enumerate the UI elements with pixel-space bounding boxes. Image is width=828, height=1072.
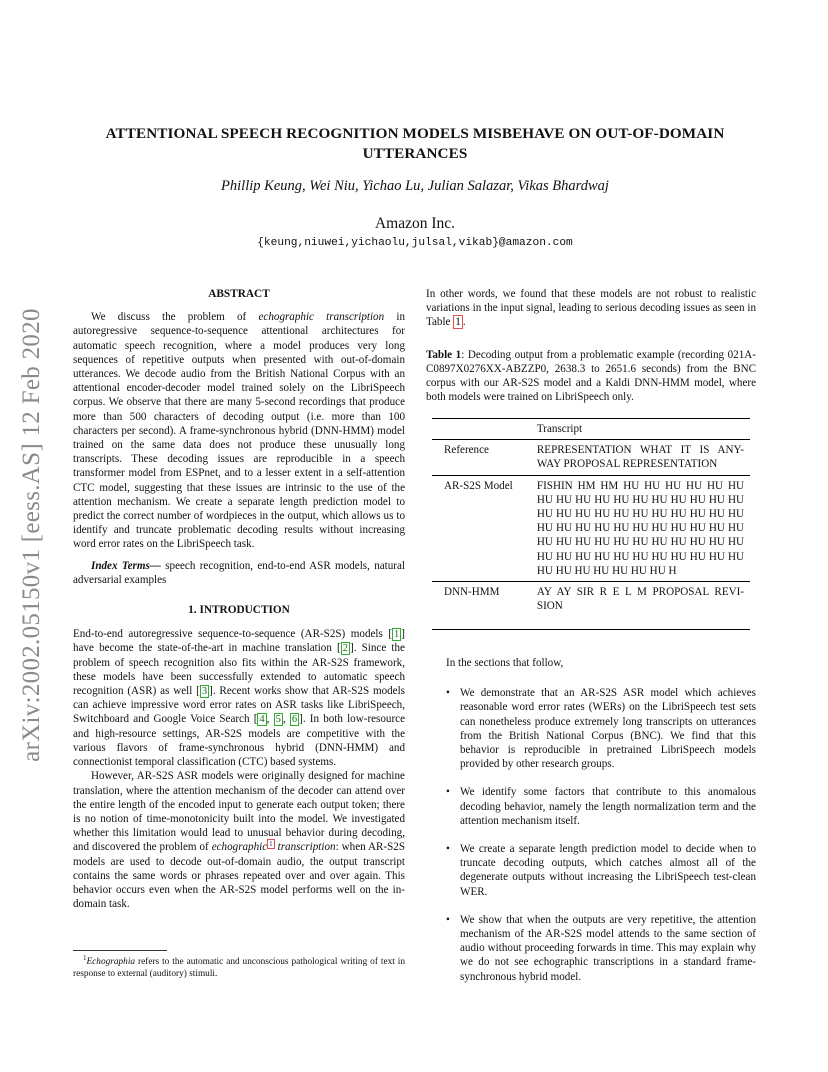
list-item: • We create a separate length prediction model to decide when to truncate decoding outputs, which catches almost all of the degenerate outputs without increasing the LibriSpeech test-clean WER.: [446, 843, 756, 898]
table-row: [432, 582, 750, 617]
table-cell-transcript: FISHIN HM HM HU HU HU HU HU HU HU HU HU HU HU HU HU HU HU HU HU HU HU HU HU HU HU HU HU HU HU HU HU HU HU HU HU HU HU HU HU HU HU HU HU HU HU HU HU HU HU HU HU HU HU HU HU HU HU HU HU HU HU HU HU HU HU HU HU HU HU HU H: [537, 475, 750, 581]
author-emails: {keung,niuwei,yichaolu,julsal,vikab}@amazon.com: [257, 237, 573, 249]
index-terms: Index Terms— speech recognition, end-to-end ASR models, natural adversarial examples: [73, 559, 406, 586]
table-header-row: [432, 422, 750, 440]
intro-paragraph-1: End-to-end autoregressive sequence-to-sequence (AR-S2S) models [ 1 ] have become the state-of-the-art in machine translation [ 2 ]. Since the problem of speech recognition also fits within the AR-S2S framework, these models have been successfully extended to automatic speech recognition (ASR) as well [ 3 ]. Recent works show that AR-S2S models can achieve impressive word error rates on ASR tasks like LibriSpeech, Switchboard and Google Voice Search [ 4 , 5 , 6 ]. In both low-resource and high-resource settings, AR-S2S models are competitive with the various flavors of frame-synchronous hybrid (DNN-HMM) and connectionist temporal classification (CTC) based systems.: [73, 628, 406, 769]
table-cell-model: DNN-HMM: [432, 582, 537, 617]
left-column: [73, 287, 405, 911]
footnote-rule: [73, 950, 167, 951]
author-list: Phillip Keung, Wei Niu, Yichao Lu, Julian Salazar, Vikas Bhardwaj: [221, 178, 609, 194]
table-cell-model: Reference: [432, 440, 537, 475]
table-cell-model: AR-S2S Model: [432, 475, 537, 581]
results-table: [432, 422, 750, 616]
citation-link[interactable]: 6: [291, 714, 298, 726]
citation-link[interactable]: 1: [394, 629, 400, 641]
right-column: [426, 287, 756, 404]
bullet-icon: •: [446, 913, 450, 926]
right-column-lower: [426, 656, 756, 984]
arxiv-stamp: [16, 290, 48, 780]
paper-title: ATTENTIONAL SPEECH RECOGNITION MODELS MISBEHAVE ON OUT-OF-DOMAIN UTTERANCES: [105, 125, 725, 162]
table-row: [432, 440, 750, 475]
table-bottom-rule: [432, 629, 750, 630]
table-cell-transcript: REPRESENTATION WHAT IT IS ANY-WAY PROPOSAL REPRESENTATION: [537, 440, 750, 475]
intro-paragraph-2: However, AR-S2S ASR models were originally designed for machine translation, where the attention mechanism of the decoder can attend over the entire length of the encoded input to generate each output token; there is no notion of time-monotonicity built into the model. We investigated whether this limitation would lead to unusual behavior during decoding, and discovered the problem of echographic $^1$ transcription: when AR-S2S models are used to decode out-of-domain audio, the output transcript contains the same words or phrases repeated over and over again. This behavior occurs even when the AR-S2S model performs well on the in-domain task.: [73, 770, 406, 911]
list-item: • We identify some factors that contribute to this anomalous decoding behavior, namely the length normalization term and the attention mechanism itself.: [446, 786, 756, 827]
footnote-link[interactable]: 1: [269, 840, 273, 849]
table-row: [432, 475, 750, 581]
table-cell-transcript: AY AY SIR R E L M PROPOSAL REVI-SION: [537, 582, 750, 617]
contribution-list: [426, 686, 756, 984]
list-item: • We show that when the outputs are very repetitive, the attention mechanism of the AR-S2S model attends to the same section of audio without proceeding forwards in time. This may explain why we do not see echographic transcriptions in a standard frame-synchronous hybrid model.: [446, 913, 756, 983]
citation-link[interactable]: 5: [275, 714, 281, 726]
bullet-icon: •: [446, 843, 450, 856]
citation-link[interactable]: 3: [201, 686, 208, 698]
abstract-heading: ABSTRACT: [208, 288, 270, 300]
bullet-icon: •: [446, 786, 450, 799]
citation-link[interactable]: 4: [259, 714, 265, 726]
table-header-transcript: Transcript: [536, 423, 583, 435]
bullet-icon: •: [446, 687, 450, 700]
table-caption: Table 1: Decoding output from a problematic example (recording 021A-C0897X0276XX-ABZZP0, 2638.3 to 2651.6 seconds) from the BNC corpus with our AR-S2S model and a Kaldi DNN-HMM model, where both models were trained on LibriSpeech only.: [426, 348, 756, 404]
sections-lead: In the sections that follow,: [446, 657, 564, 669]
abstract-body: We discuss the problem of echographic transcription in autoregressive sequence-to-sequence attentional architectures for automatic speech recognition, where a model produces very long sequences of repetitive outputs when presented with out-of-domain utterances. We decode audio from the British National Corpus with an attentional encoder-decoder model trained solely on the LibriSpeech corpus. We observe that there are many 5-second recordings that produce more than 500 characters of decoding output (i.e. more than 100 characters per second). A frame-synchronous hybrid (DNN-HMM) model trained on the same data does not produce these unusually long transcripts. These decoding issues are reproducible in a speech transformer model from ESPnet, and to a lesser extent in a self-attention CTC model, suggesting that these issues are intrinsic to the use of the attention mechanism. We create a separate length prediction model to predict the correct number of wordpieces in the output, which allows us to identify and truncate problematic decoding results without increasing word error rates on the LibriSpeech task.: [73, 311, 405, 551]
table-reference-link[interactable]: 1: [455, 316, 461, 329]
intro-heading: 1. INTRODUCTION: [188, 604, 290, 617]
footnote: $^1$Echographia refers to the automatic and unconscious pathological writing of text in response to external (auditory) stimuli.: [73, 954, 405, 980]
arxiv-stamp-text: arXiv:2002.05150v1 [eess.AS] 12 Feb 2020: [18, 308, 46, 762]
continued-paragraph: In other words, we found that these models are not robust to realistic variations in the input signal, leading to serious decoding issues as seen in Table 1 .: [426, 288, 756, 329]
list-item: • We demonstrate that an AR-S2S ASR model which achieves reasonable word error rates (WERs) on the LibriSpeech test sets can nonetheless produce extremely long transcripts on utterances from the British National Corpus (BNC). We find that this behavior is reproducible in pretrained LibriSpeech models provided by other research groups.: [446, 687, 756, 771]
citation-link[interactable]: 2: [342, 643, 348, 655]
affiliation: Amazon Inc.: [374, 215, 456, 232]
table-top-rule: [432, 418, 750, 419]
